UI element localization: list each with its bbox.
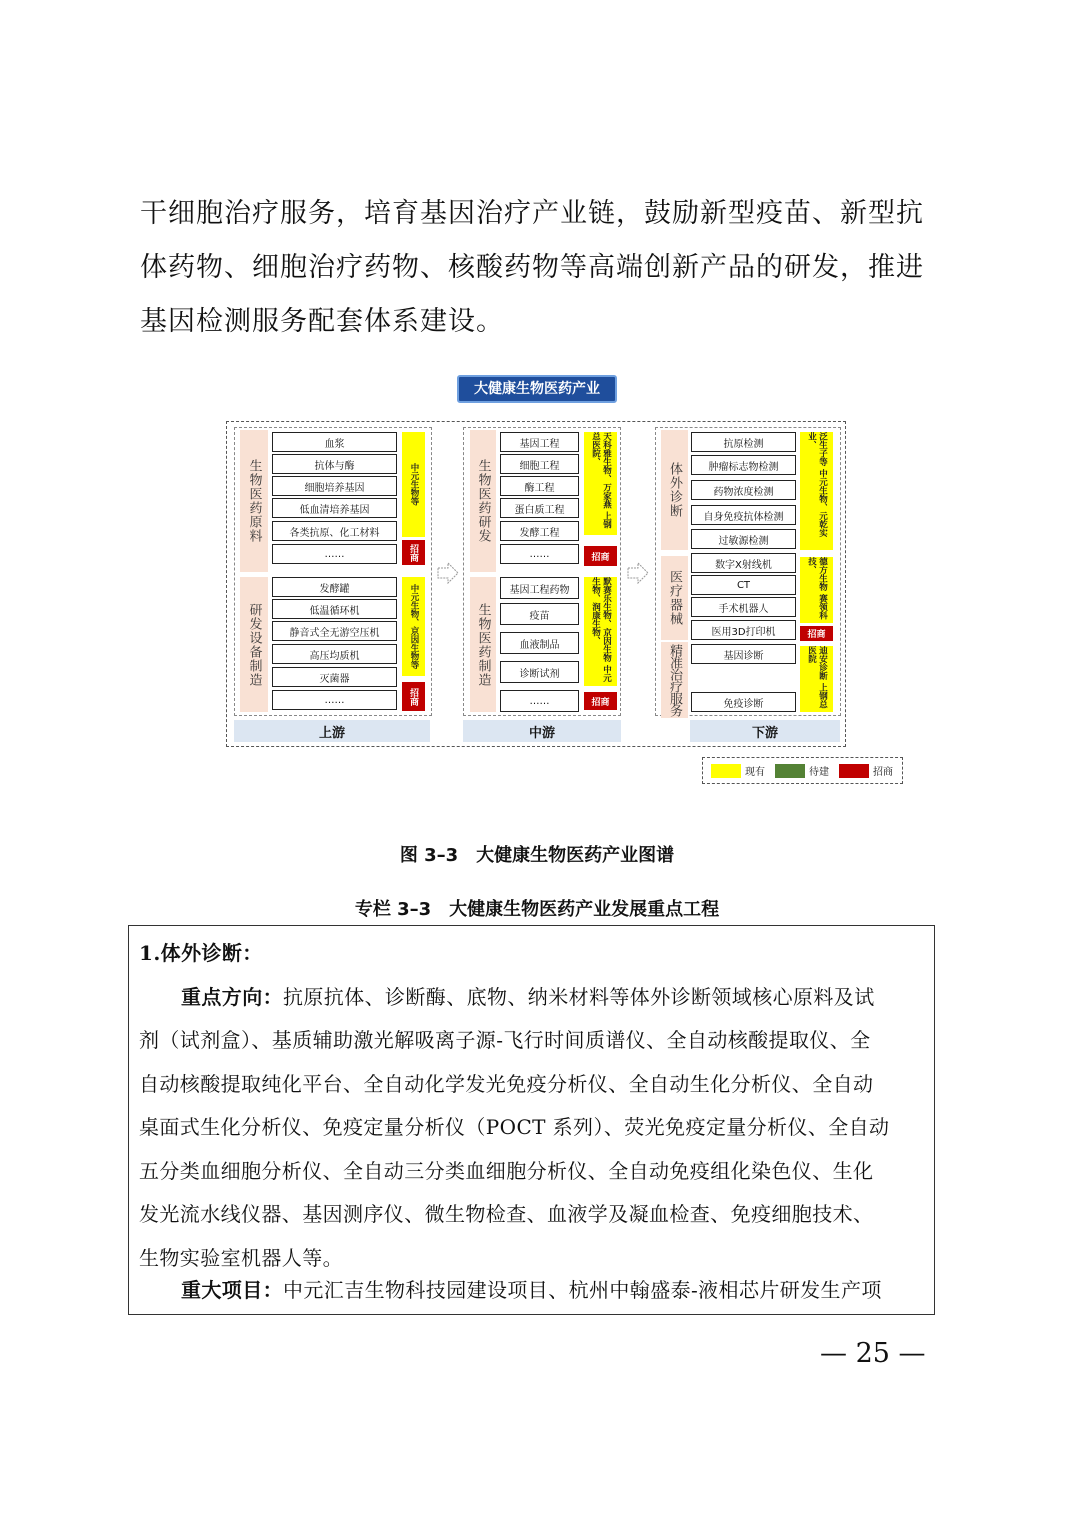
text-line: 干细胞治疗服务，培育基因治疗产业链，鼓励新型疫苗、新型抗 xyxy=(140,198,924,229)
category-label: 生物医药制造 xyxy=(470,577,496,712)
chain-item: 医用3D打印机 xyxy=(691,620,796,640)
legend-swatch-planned xyxy=(775,764,805,778)
category-label: 医疗器械 xyxy=(661,556,688,640)
text-line: 中元汇吉生物科技园建设项目、杭州中翰盛泰-液相芯片研发生产项 xyxy=(283,1278,882,1302)
text-line: 发光流水线仪器、基因测序仪、微生物检查、血液学及凝血检查、免疫细胞技术、 xyxy=(139,1202,874,1226)
chain-item: 各类抗原、化工材料 xyxy=(272,521,397,541)
projects-label: 重大项目： xyxy=(181,1278,283,1302)
recruit-tag: 招商 xyxy=(402,540,425,565)
text-line: 体药物、细胞治疗药物、核酸药物等高端创新产品的研发，推进 xyxy=(140,252,924,283)
recruit-tag: 招商 xyxy=(584,546,617,566)
existing-companies: 天科雅生物、万家燕 上钢总医院、 xyxy=(584,432,617,535)
chain-item: 酶工程 xyxy=(500,476,579,496)
figure-caption: 图 3–3 大健康生物医药产业图谱 xyxy=(399,845,675,866)
legend xyxy=(702,757,903,784)
chain-item: 细胞培养基因 xyxy=(272,476,397,496)
chain-item: 药物浓度检测 xyxy=(691,480,796,500)
chain-item: 抗原检测 xyxy=(691,432,796,452)
chain-item: 疫苗 xyxy=(500,603,579,625)
page-number: — 25 — xyxy=(820,1338,926,1369)
chain-item: 高压均质机 xyxy=(272,644,397,664)
chain-item: 手术机器人 xyxy=(691,597,796,617)
existing-companies: 德方生物 赛领科技、 xyxy=(800,557,833,623)
chain-item: 免疫诊断 xyxy=(691,692,796,712)
arrow-right-icon xyxy=(627,562,649,584)
legend-label: 待建 xyxy=(809,767,829,778)
existing-companies: 泛生子等 中元生物、元乾实业、 xyxy=(800,432,833,550)
text-line: 剂（试剂盒）、基质辅助激光解吸离子源-飞行时间质谱仪、全自动核酸提取仪、全 xyxy=(139,1028,871,1052)
chain-item: 基因工程 xyxy=(500,432,579,452)
text-line: 基因检测服务配套体系建设。 xyxy=(140,306,504,337)
focus-label: 重点方向： xyxy=(181,985,283,1009)
existing-companies: 中元生物等 xyxy=(402,432,425,537)
category-label: 研发设备制造 xyxy=(240,577,268,712)
recruit-tag: 招商 xyxy=(584,692,617,710)
chain-item: 血液制品 xyxy=(500,632,579,654)
chain-item: 肿瘤标志物检测 xyxy=(691,455,796,475)
box-title: 专栏 3–3 大健康生物医药产业发展重点工程 xyxy=(354,899,720,920)
legend-swatch-existing xyxy=(711,764,741,778)
chain-item: CT xyxy=(691,575,796,595)
existing-companies: 默赛乐生物、京因生物 中元生物、润康生物、 xyxy=(584,577,617,686)
text-line: 生物实验室机器人等。 xyxy=(139,1246,343,1270)
chain-item: 细胞工程 xyxy=(500,454,579,474)
legend-label: 招商 xyxy=(873,767,893,778)
text-line: 抗原抗体、诊断酶、底物、纳米材料等体外诊断领域核心原料及试 xyxy=(283,985,875,1009)
existing-companies: 中元生物、京因生物等 xyxy=(402,577,425,676)
text-line: 桌面式生化分析仪、免疫定量分析仪（POCT 系列）、荧光免疫定量分析仪、全自动 xyxy=(139,1115,890,1139)
chain-item: 基因诊断 xyxy=(691,644,796,664)
feature-box xyxy=(128,925,935,1315)
chain-item: 发酵工程 xyxy=(500,521,579,541)
chain-item: …… xyxy=(500,690,579,712)
chain-item: 灭菌器 xyxy=(272,667,397,687)
chain-item: 低血清培养基因 xyxy=(272,498,397,518)
stage-upstream: 上游 xyxy=(234,720,430,742)
chain-item: 抗体与酶 xyxy=(272,454,397,474)
category-label: 生物医药原料 xyxy=(240,430,268,572)
chain-item: 自身免疫抗体检测 xyxy=(691,505,796,525)
text-line: 五分类血细胞分析仪、全自动三分类血细胞分析仪、全自动免疫组化染色仪、生化 xyxy=(139,1159,874,1183)
existing-companies: 迪安诊断 上钢总医院 xyxy=(800,646,833,712)
stage-downstream: 下游 xyxy=(690,720,840,742)
diagram-title: 大健康生物医药产业 xyxy=(457,375,617,403)
chain-item: …… xyxy=(272,544,397,564)
text-line: 自动核酸提取纯化平台、全自动化学发光免疫分析仪、全自动生化分析仪、全自动 xyxy=(139,1072,874,1096)
legend-label: 现有 xyxy=(745,767,765,778)
chain-item: …… xyxy=(272,690,397,710)
legend-swatch-recruit xyxy=(839,764,869,778)
stage-midstream: 中游 xyxy=(463,720,621,742)
chain-item: 数字X射线机 xyxy=(691,553,796,573)
chain-item: 低温循环机 xyxy=(272,599,397,619)
chain-item: 诊断试剂 xyxy=(500,661,579,683)
chain-item: 基因工程药物 xyxy=(500,577,579,599)
arrow-right-icon xyxy=(437,562,459,584)
recruit-tag: 招商 xyxy=(402,682,425,711)
category-label: 精准治疗服务 xyxy=(661,642,688,718)
chain-item: 静音式全无游空压机 xyxy=(272,621,397,641)
category-label: 生物医药研发 xyxy=(470,430,496,572)
category-label: 体外诊断 xyxy=(661,430,688,550)
chain-item: 发酵罐 xyxy=(272,577,397,597)
chain-item: 血浆 xyxy=(272,432,397,452)
chain-item: 蛋白质工程 xyxy=(500,498,579,518)
recruit-tag: 招商 xyxy=(800,626,833,641)
chain-item: 过敏源检测 xyxy=(691,529,796,549)
box-heading: 1.体外诊断： xyxy=(139,941,263,965)
chain-item: …… xyxy=(500,544,579,564)
